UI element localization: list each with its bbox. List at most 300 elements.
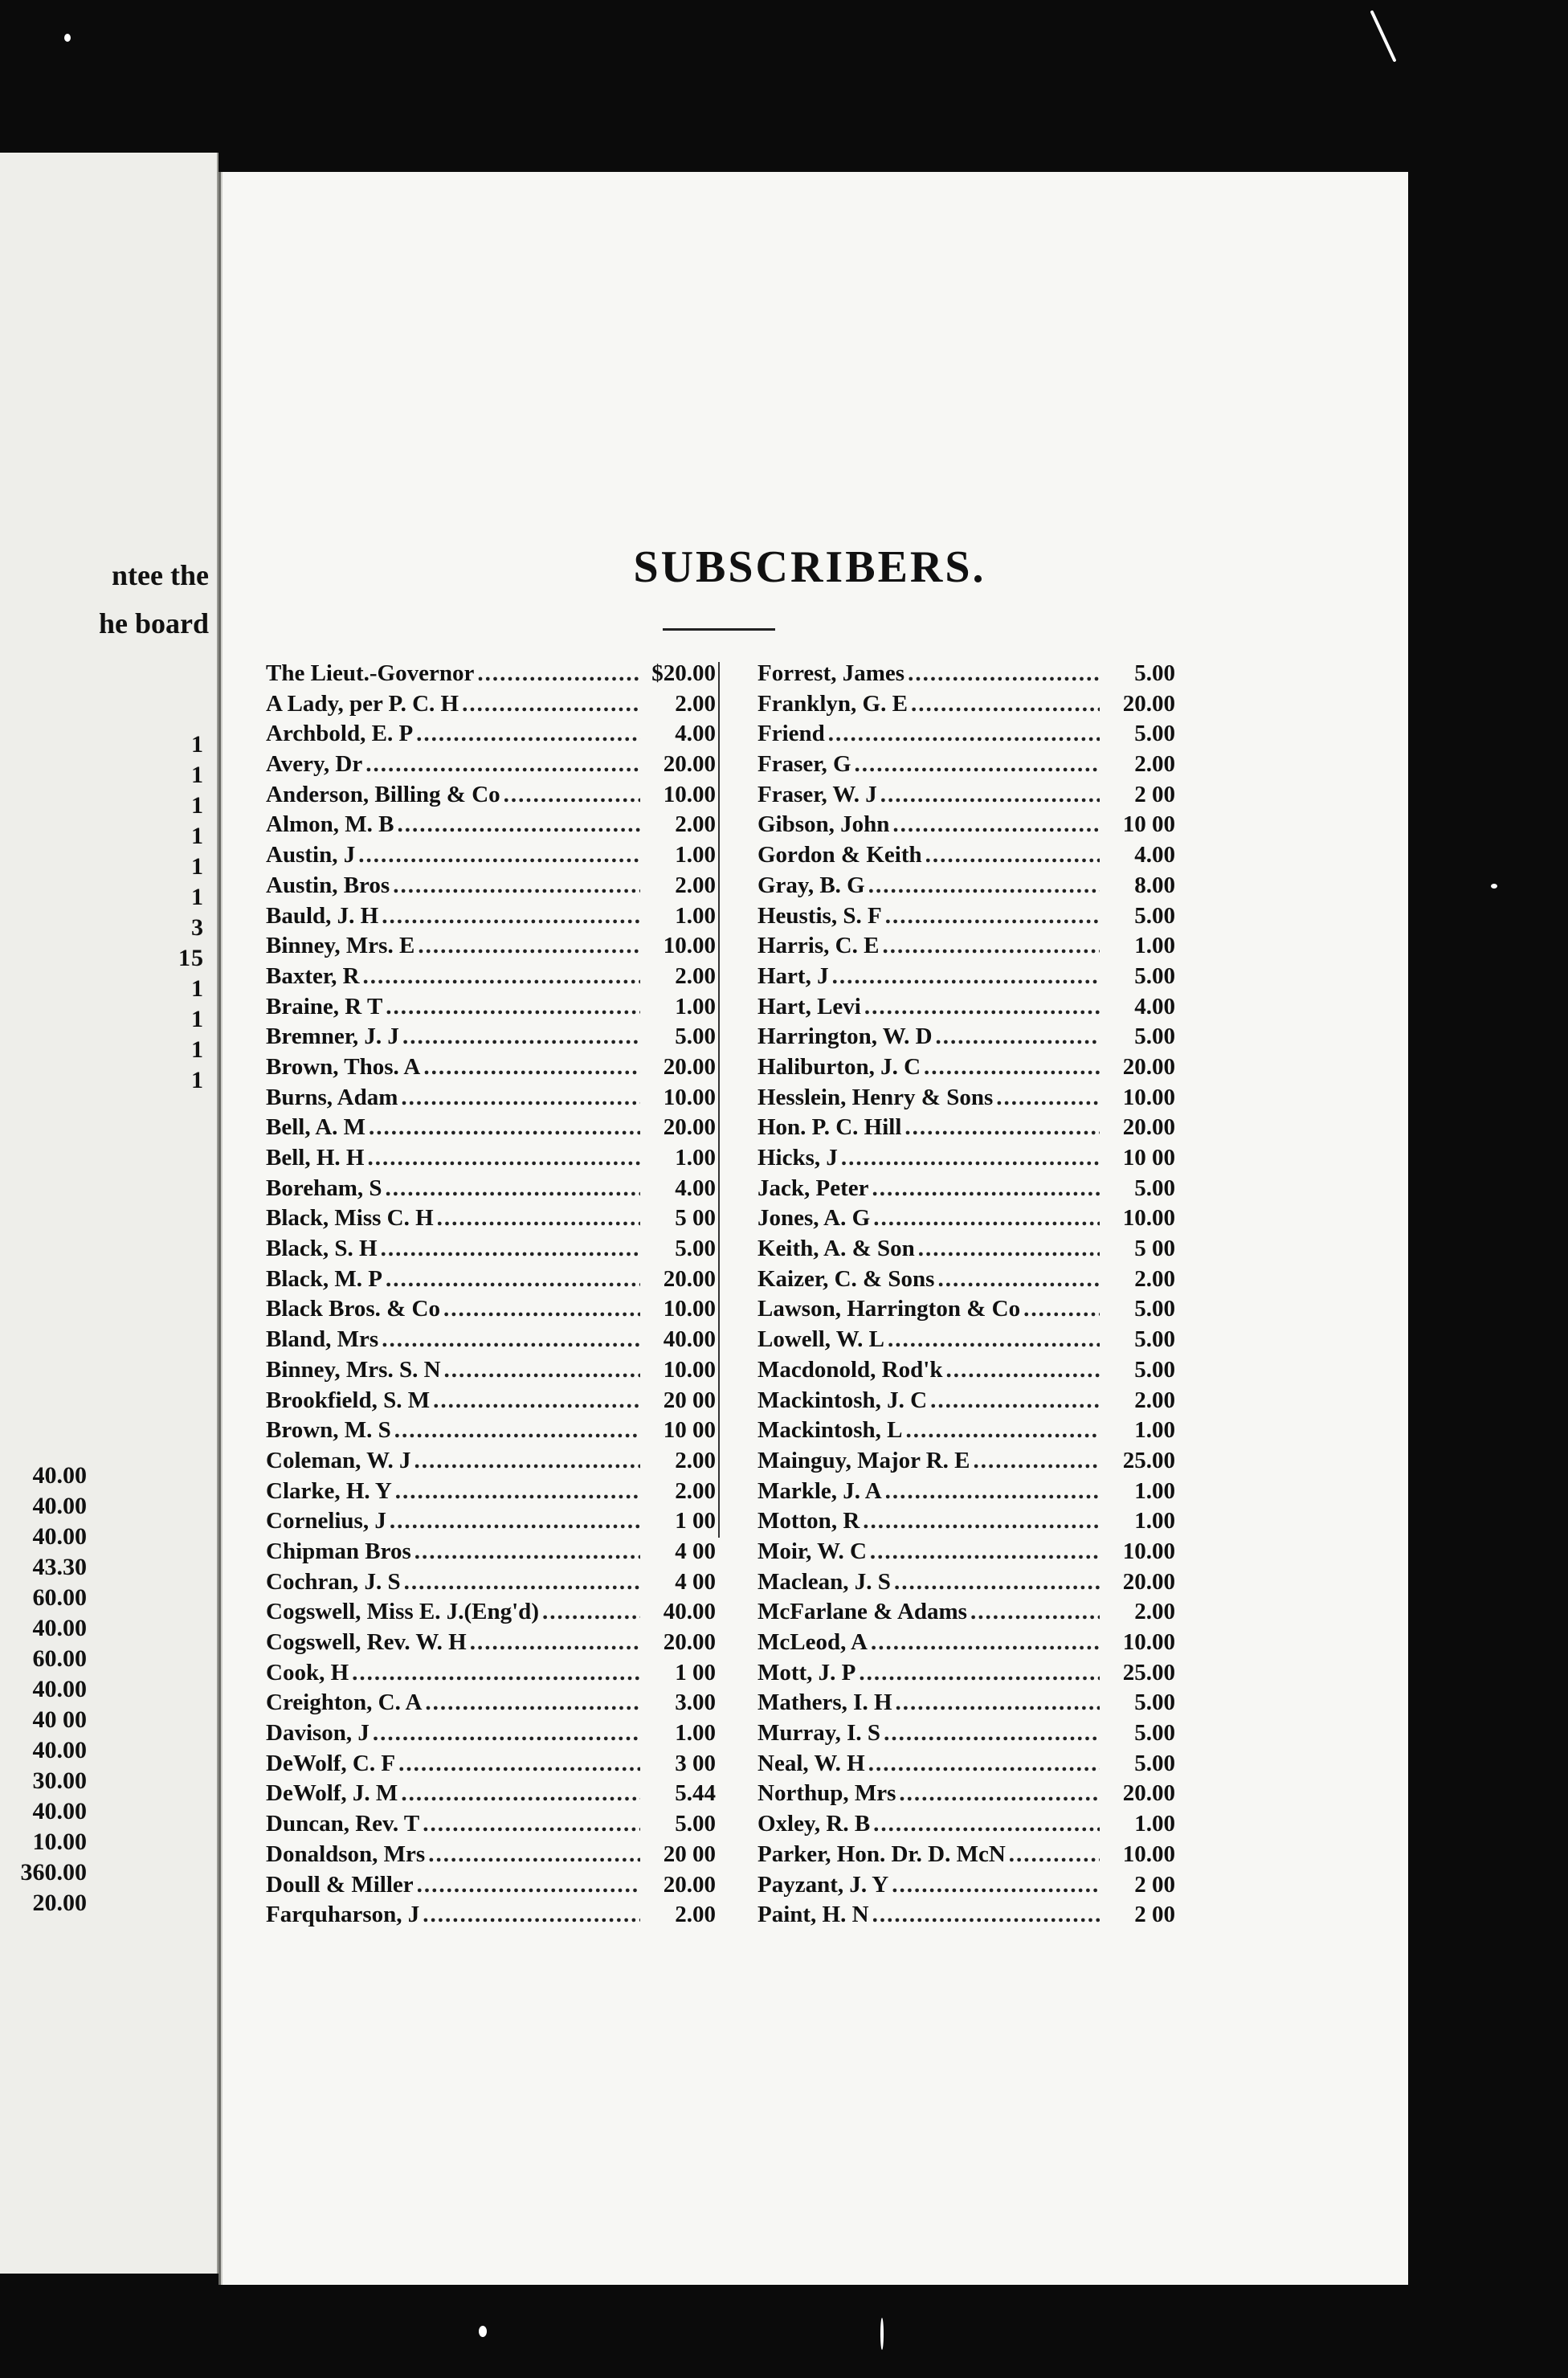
subscriber-name: Franklyn, G. E — [757, 690, 908, 717]
leader-dots — [945, 1355, 1100, 1386]
subscription-amount: 10.00 — [663, 1084, 716, 1110]
subscription-amount: 20.00 — [663, 751, 716, 778]
subscriber-name: Hon. P. C. Hill — [757, 1114, 902, 1141]
subscriber-entry — [266, 1446, 716, 1477]
subscription-amount: 2 00 — [1134, 1902, 1175, 1928]
facing-page-dot-row: 15 — [178, 945, 204, 971]
leader-dots — [911, 689, 1100, 720]
leader-dots — [884, 1718, 1100, 1749]
subscriber-name: DeWolf, J. M — [266, 1780, 398, 1807]
subscriber-entry — [266, 840, 716, 871]
subscriber-name: Creighton, C. A — [266, 1690, 423, 1716]
subscriber-entry — [757, 1052, 1175, 1083]
subscription-amount: 1.00 — [1134, 1417, 1175, 1444]
scan-speck — [64, 34, 71, 42]
subscriber-entry — [266, 1174, 716, 1204]
subscriber-entry — [266, 659, 716, 689]
facing-page-dot-row: 1 — [191, 1067, 204, 1093]
leader-dots — [918, 1234, 1100, 1265]
subscriber-entry — [757, 1628, 1175, 1658]
subscriber-name: Gordon & Keith — [757, 842, 922, 868]
subscriber-name: Neal, W. H — [757, 1750, 865, 1776]
leader-dots — [414, 1446, 640, 1477]
subscriber-name: Bauld, J. H — [266, 902, 379, 929]
subscriber-name: Hart, J — [757, 962, 829, 989]
subscription-amount: 1.00 — [1134, 1477, 1175, 1504]
subscription-amount: 5.00 — [1134, 1296, 1175, 1322]
subscriber-name: Black, S. H — [266, 1236, 378, 1262]
subscriber-name: Payzant, J. Y — [757, 1871, 889, 1898]
leader-dots — [970, 1597, 1100, 1628]
leader-dots — [428, 1840, 640, 1870]
leader-dots — [885, 901, 1100, 932]
subscription-amount: 2.00 — [675, 811, 716, 838]
facing-page-amount: 40 00 — [32, 1706, 87, 1733]
subscription-amount: 2.00 — [675, 872, 716, 898]
subscription-amount: 5.00 — [1134, 1326, 1175, 1353]
subscription-amount: 5.00 — [1134, 660, 1175, 686]
leader-dots — [908, 659, 1100, 689]
subscriber-name: A Lady, per P. C. H — [266, 690, 459, 717]
subscriber-name: Motton, R — [757, 1508, 860, 1534]
facing-page-text-line: he board — [98, 607, 209, 639]
subscription-amount: 2.00 — [675, 1447, 716, 1473]
subscriber-entry — [266, 992, 716, 1023]
scan-speck — [479, 2326, 487, 2337]
subscriber-entry — [757, 1870, 1175, 1901]
subscriber-entry — [757, 1386, 1175, 1416]
subscriber-entry — [757, 1355, 1175, 1386]
subscriber-entry — [266, 1749, 716, 1779]
leader-dots — [477, 659, 640, 689]
subscriber-name: Burns, Adam — [266, 1084, 398, 1110]
subscription-amount: 20.00 — [1122, 690, 1175, 717]
subscriber-name: The Lieut.-Governor — [266, 660, 475, 686]
subscriber-entry — [266, 1325, 716, 1355]
leader-dots — [418, 931, 640, 962]
subscription-amount: 5.00 — [1134, 1356, 1175, 1383]
leader-dots — [832, 962, 1100, 992]
subscriber-name: Archbold, E. P — [266, 721, 414, 747]
subscriber-entry — [757, 1718, 1175, 1749]
leader-dots — [872, 1174, 1100, 1204]
subscriber-entry — [266, 1203, 716, 1234]
subscriber-entry — [266, 1658, 716, 1689]
leader-dots — [870, 1537, 1100, 1567]
subscriber-name: Avery, Dr — [266, 751, 363, 778]
subscriber-name: Boreham, S — [266, 1175, 382, 1201]
subscription-amount: 10 00 — [1122, 811, 1175, 838]
facing-page-amount: 10.00 — [32, 1828, 87, 1855]
subscriber-entry — [757, 810, 1175, 840]
subscription-amount: 1 00 — [675, 1659, 716, 1685]
subscriber-name: Black, M. P — [266, 1265, 382, 1292]
subscriber-entry — [266, 1809, 716, 1840]
subscriber-entry — [757, 1597, 1175, 1628]
facing-page-dot-row: 1 — [191, 853, 204, 880]
leader-dots — [443, 1294, 640, 1325]
subscriber-name: Black Bros. & Co — [266, 1296, 440, 1322]
subscriber-entry — [266, 1870, 716, 1901]
subscription-amount: 20 00 — [663, 1841, 716, 1867]
subscription-amount: 2.00 — [1134, 1599, 1175, 1625]
scan-speck — [1491, 884, 1497, 889]
subscription-amount: 5 00 — [1134, 1236, 1175, 1262]
facing-page-dot-row: 1 — [191, 884, 204, 910]
subscription-amount: 2 00 — [1134, 1871, 1175, 1898]
subscriber-name: Austin, Bros — [266, 872, 390, 898]
subscription-amount: 1.00 — [675, 1145, 716, 1171]
subscriber-entry — [757, 659, 1175, 689]
subscriber-entry — [266, 1567, 716, 1598]
subscriber-entry — [757, 1658, 1175, 1689]
leader-dots — [880, 780, 1100, 811]
leader-dots — [882, 931, 1100, 962]
subscription-amount: 2.00 — [675, 962, 716, 989]
subscriber-name: Kaizer, C. & Sons — [757, 1265, 935, 1292]
leader-dots — [390, 1506, 640, 1537]
subscriber-name: Brookfield, S. M — [266, 1387, 431, 1413]
subscriber-name: Cornelius, J — [266, 1508, 386, 1534]
subscriber-entry — [757, 1840, 1175, 1870]
subscriber-entry — [266, 1840, 716, 1870]
leader-dots — [974, 1446, 1100, 1477]
subscription-amount: 40.00 — [663, 1599, 716, 1625]
leader-dots — [855, 750, 1100, 780]
subscription-amount: 20.00 — [663, 1053, 716, 1080]
subscriber-entry — [757, 1203, 1175, 1234]
facing-page-amount: 20.00 — [32, 1890, 87, 1916]
subscriber-entry — [757, 1446, 1175, 1477]
leader-dots — [1009, 1840, 1100, 1870]
subscriber-name: Haliburton, J. C — [757, 1053, 921, 1080]
subscriber-name: Parker, Hon. Dr. D. McN — [757, 1841, 1006, 1867]
subscriber-entry — [266, 1294, 716, 1325]
leader-dots — [905, 1416, 1100, 1446]
leader-dots — [385, 1174, 640, 1204]
leader-dots — [924, 1052, 1100, 1083]
subscriber-name: Chipman Bros — [266, 1538, 411, 1564]
subscriber-entry — [266, 810, 716, 840]
subscriber-entry — [757, 901, 1175, 932]
leader-dots — [462, 689, 640, 720]
subscription-amount: 10.00 — [1122, 1084, 1175, 1110]
subscription-amount: 1 00 — [675, 1508, 716, 1534]
subscription-amount: 25.00 — [1122, 1659, 1175, 1685]
subscriber-entry — [266, 1355, 716, 1386]
subscription-amount: 2 00 — [1134, 781, 1175, 807]
subscriber-entry — [266, 962, 716, 992]
facing-page-dot-row: 1 — [191, 1006, 204, 1032]
subscriber-name: Mathers, I. H — [757, 1690, 892, 1716]
subscription-amount: 20 00 — [663, 1387, 716, 1413]
subscriber-name: Almon, M. B — [266, 811, 394, 838]
subscribers-page — [218, 172, 1408, 2285]
leader-dots — [504, 780, 640, 811]
facing-page-dot-row: 3 — [191, 914, 204, 941]
subscriber-name: Markle, J. A — [757, 1477, 882, 1504]
subscription-amount: 1.00 — [675, 842, 716, 868]
subscriber-entry — [757, 931, 1175, 962]
subscriber-name: Jones, A. G — [757, 1205, 871, 1232]
subscription-amount: 5.00 — [1134, 721, 1175, 747]
facing-page-amount: 40.00 — [32, 1676, 87, 1702]
subscription-amount: 1.00 — [1134, 1508, 1175, 1534]
subscription-amount: 2.00 — [1134, 1387, 1175, 1413]
subscription-amount: 2.00 — [675, 690, 716, 717]
subscriber-entry — [757, 1143, 1175, 1174]
subscription-amount: 2.00 — [1134, 751, 1175, 778]
subscriber-name: Doull & Miller — [266, 1871, 414, 1898]
subscriber-name: Keith, A. & Son — [757, 1236, 915, 1262]
facing-page-dot-row: 1 — [191, 823, 204, 849]
leader-dots — [373, 1718, 640, 1749]
leader-dots — [423, 1900, 640, 1931]
subscription-amount: 5.00 — [1134, 962, 1175, 989]
subscription-amount: 5.00 — [1134, 1720, 1175, 1747]
subscription-amount: 1.00 — [675, 902, 716, 929]
subscriber-name: Cogswell, Miss E. J.(Eng'd) — [266, 1599, 539, 1625]
leader-dots — [868, 1749, 1100, 1779]
subscriber-entry — [757, 871, 1175, 901]
facing-page-amount: 40.00 — [32, 1737, 87, 1763]
subscriber-name: Harrington, W. D — [757, 1024, 933, 1050]
leader-dots — [358, 840, 640, 871]
leader-dots — [369, 1113, 640, 1143]
subscription-amount: 20.00 — [1122, 1780, 1175, 1807]
leader-dots — [892, 1870, 1100, 1901]
subscriber-entry — [266, 1477, 716, 1507]
subscription-amount: 5.00 — [675, 1811, 716, 1837]
subscriber-name: Bell, A. M — [266, 1114, 366, 1141]
leader-dots — [382, 901, 640, 932]
subscribers-column-right — [757, 659, 1392, 1931]
subscriber-entry — [757, 1022, 1175, 1052]
subscriber-entry — [266, 1416, 716, 1446]
leader-dots — [414, 1537, 640, 1567]
subscriber-entry — [266, 780, 716, 811]
subscription-amount: 5 00 — [675, 1205, 716, 1232]
subscriber-name: Gibson, John — [757, 811, 890, 838]
subscriber-entry — [757, 1779, 1175, 1809]
leader-dots — [401, 1779, 640, 1809]
leader-dots — [936, 1022, 1100, 1052]
subscriber-entry — [757, 962, 1175, 992]
leader-dots — [892, 810, 1100, 840]
subscriber-name: Brown, M. S — [266, 1417, 391, 1444]
subscriber-name: Mainguy, Major R. E — [757, 1447, 970, 1473]
facing-page-dot-row: 1 — [191, 762, 204, 788]
subscriber-name: Baxter, R — [266, 962, 360, 989]
subscriber-name: Cogswell, Rev. W. H — [266, 1629, 467, 1655]
subscriber-name: McLeod, A — [757, 1629, 868, 1655]
subscriber-name: DeWolf, C. F — [266, 1750, 396, 1776]
facing-page-amount: 60.00 — [32, 1584, 87, 1611]
subscription-amount: 10.00 — [1122, 1629, 1175, 1655]
subscription-amount: 4.00 — [1134, 993, 1175, 1019]
facing-page-amount: 60.00 — [32, 1645, 87, 1672]
subscriber-entry — [266, 1506, 716, 1537]
subscription-amount: 5.00 — [1134, 1750, 1175, 1776]
subscriber-name: Black, Miss C. H — [266, 1205, 434, 1232]
subscriber-name: Hicks, J — [757, 1145, 838, 1171]
leader-dots — [888, 1325, 1100, 1355]
subscription-amount: 20.00 — [663, 1114, 716, 1141]
subscription-amount: 1.00 — [675, 993, 716, 1019]
subscriber-name: Hart, Levi — [757, 993, 861, 1019]
subscriber-entry — [757, 1416, 1175, 1446]
subscriber-name: Fraser, W. J — [757, 781, 877, 807]
subscriber-name: Forrest, James — [757, 660, 905, 686]
subscriber-entry — [266, 1265, 716, 1295]
leader-dots — [398, 1749, 640, 1779]
subscription-amount: 5.00 — [1134, 1690, 1175, 1716]
subscription-amount: 40.00 — [663, 1326, 716, 1353]
subscriber-entry — [757, 689, 1175, 720]
subscriber-entry — [266, 719, 716, 750]
subscriber-name: Paint, H. N — [757, 1902, 869, 1928]
subscription-amount: 10.00 — [1122, 1205, 1175, 1232]
subscriber-name: Binney, Mrs. S. N — [266, 1356, 441, 1383]
leader-dots — [352, 1658, 640, 1689]
leader-dots — [386, 1265, 640, 1295]
subscriber-name: Binney, Mrs. E — [266, 933, 415, 959]
subscriber-entry — [266, 750, 716, 780]
leader-dots — [367, 1143, 640, 1174]
facing-page-text-line: ntee the — [112, 559, 209, 591]
leader-dots — [417, 1870, 640, 1901]
subscription-amount: 1.00 — [1134, 933, 1175, 959]
subscriber-entry — [757, 780, 1175, 811]
subscriber-name: Fraser, G — [757, 751, 851, 778]
subscriber-name: Anderson, Billing & Co — [266, 781, 500, 807]
leader-dots — [401, 1083, 640, 1113]
subscription-amount: 10 00 — [1122, 1145, 1175, 1171]
subscriber-name: Clarke, H. Y — [266, 1477, 392, 1504]
subscription-amount: 10 00 — [663, 1417, 716, 1444]
subscription-amount: 5.00 — [675, 1024, 716, 1050]
subscriber-name: McFarlane & Adams — [757, 1599, 967, 1625]
subscription-amount: 10.00 — [663, 1356, 716, 1383]
subscriber-entry — [757, 992, 1175, 1023]
subscriber-entry — [266, 1143, 716, 1174]
subscription-amount: 20.00 — [663, 1265, 716, 1292]
subscription-amount: 10.00 — [1122, 1538, 1175, 1564]
subscription-amount: 10.00 — [663, 933, 716, 959]
title-rule — [663, 628, 775, 631]
leader-dots — [894, 1567, 1100, 1598]
subscriber-name: Maclean, J. S — [757, 1568, 891, 1595]
subscription-amount: 10.00 — [1122, 1841, 1175, 1867]
leader-dots — [859, 1658, 1100, 1689]
subscription-amount: 20.00 — [1122, 1114, 1175, 1141]
leader-dots — [470, 1628, 640, 1658]
leader-dots — [925, 840, 1100, 871]
leader-dots — [885, 1477, 1100, 1507]
leader-dots — [402, 1022, 640, 1052]
subscriber-entry — [266, 1052, 716, 1083]
subscriber-entry — [266, 1537, 716, 1567]
subscriber-entry — [266, 901, 716, 932]
subscriber-entry — [757, 1749, 1175, 1779]
subscriber-entry — [757, 1567, 1175, 1598]
facing-page-left — [0, 153, 218, 2274]
subscription-amount: 2.00 — [675, 1902, 716, 1928]
leader-dots — [896, 1688, 1100, 1718]
leader-dots — [444, 1355, 640, 1386]
facing-page-amount: 40.00 — [32, 1493, 87, 1519]
subscription-amount: 4.00 — [675, 1175, 716, 1201]
subscription-amount: 3.00 — [675, 1690, 716, 1716]
subscription-amount: 20.00 — [1122, 1568, 1175, 1595]
leader-dots — [930, 1386, 1100, 1416]
subscriber-name: Bland, Mrs — [266, 1326, 379, 1353]
leader-dots — [872, 1900, 1100, 1931]
subscriber-name: Mackintosh, L — [757, 1417, 903, 1444]
leader-dots — [868, 871, 1100, 901]
subscriber-entry — [757, 719, 1175, 750]
subscriber-entry — [757, 1234, 1175, 1265]
leader-dots — [416, 719, 640, 750]
facing-page-amount: 40.00 — [32, 1615, 87, 1641]
subscription-amount: 1.00 — [675, 1720, 716, 1747]
subscriber-name: Braine, R T — [266, 993, 383, 1019]
subscriber-entry — [757, 1294, 1175, 1325]
subscription-amount: 4 00 — [675, 1568, 716, 1595]
subscriber-name: Coleman, W. J — [266, 1447, 411, 1473]
subscription-amount: 2.00 — [1134, 1265, 1175, 1292]
leader-dots — [899, 1779, 1100, 1809]
subscriber-name: Bremner, J. J — [266, 1024, 399, 1050]
subscriber-name: Moir, W. C — [757, 1538, 867, 1564]
leader-dots — [423, 1809, 640, 1840]
subscriber-name: Bell, H. H — [266, 1145, 365, 1171]
subscriber-name: Farquharson, J — [266, 1902, 420, 1928]
facing-page-amount: 43.30 — [32, 1554, 87, 1580]
leader-dots — [398, 810, 641, 840]
subscriber-name: Davison, J — [266, 1720, 370, 1747]
leader-dots — [864, 992, 1100, 1023]
subscription-amount: 5.00 — [1134, 1024, 1175, 1050]
subscriber-entry — [266, 1779, 716, 1809]
facing-page-amount: 40.00 — [32, 1523, 87, 1550]
subscriber-name: Northup, Mrs — [757, 1780, 896, 1807]
subscription-amount: 5.00 — [675, 1236, 716, 1262]
subscriber-name: Harris, C. E — [757, 933, 880, 959]
subscriber-name: Austin, J — [266, 842, 356, 868]
subscriber-entry — [266, 1718, 716, 1749]
leader-dots — [395, 1477, 640, 1507]
subscriber-name: Donaldson, Mrs — [266, 1841, 426, 1867]
subscription-amount: 10.00 — [663, 1296, 716, 1322]
subscriber-entry — [266, 931, 716, 962]
facing-page-dot-row: 1 — [191, 1036, 204, 1063]
leader-dots — [393, 871, 640, 901]
subscriber-entry — [266, 1900, 716, 1931]
leader-dots — [873, 1203, 1100, 1234]
subscription-amount: 1.00 — [1134, 1811, 1175, 1837]
leader-dots — [937, 1265, 1100, 1295]
subscriber-entry — [757, 1537, 1175, 1567]
leader-dots — [363, 962, 640, 992]
column-divider — [718, 662, 720, 1538]
leader-dots — [365, 750, 640, 780]
leader-dots — [437, 1203, 640, 1234]
subscriber-entry — [757, 1688, 1175, 1718]
subscriber-entry — [266, 1386, 716, 1416]
subscription-amount: 4.00 — [675, 721, 716, 747]
subscription-amount: 3 00 — [675, 1750, 716, 1776]
